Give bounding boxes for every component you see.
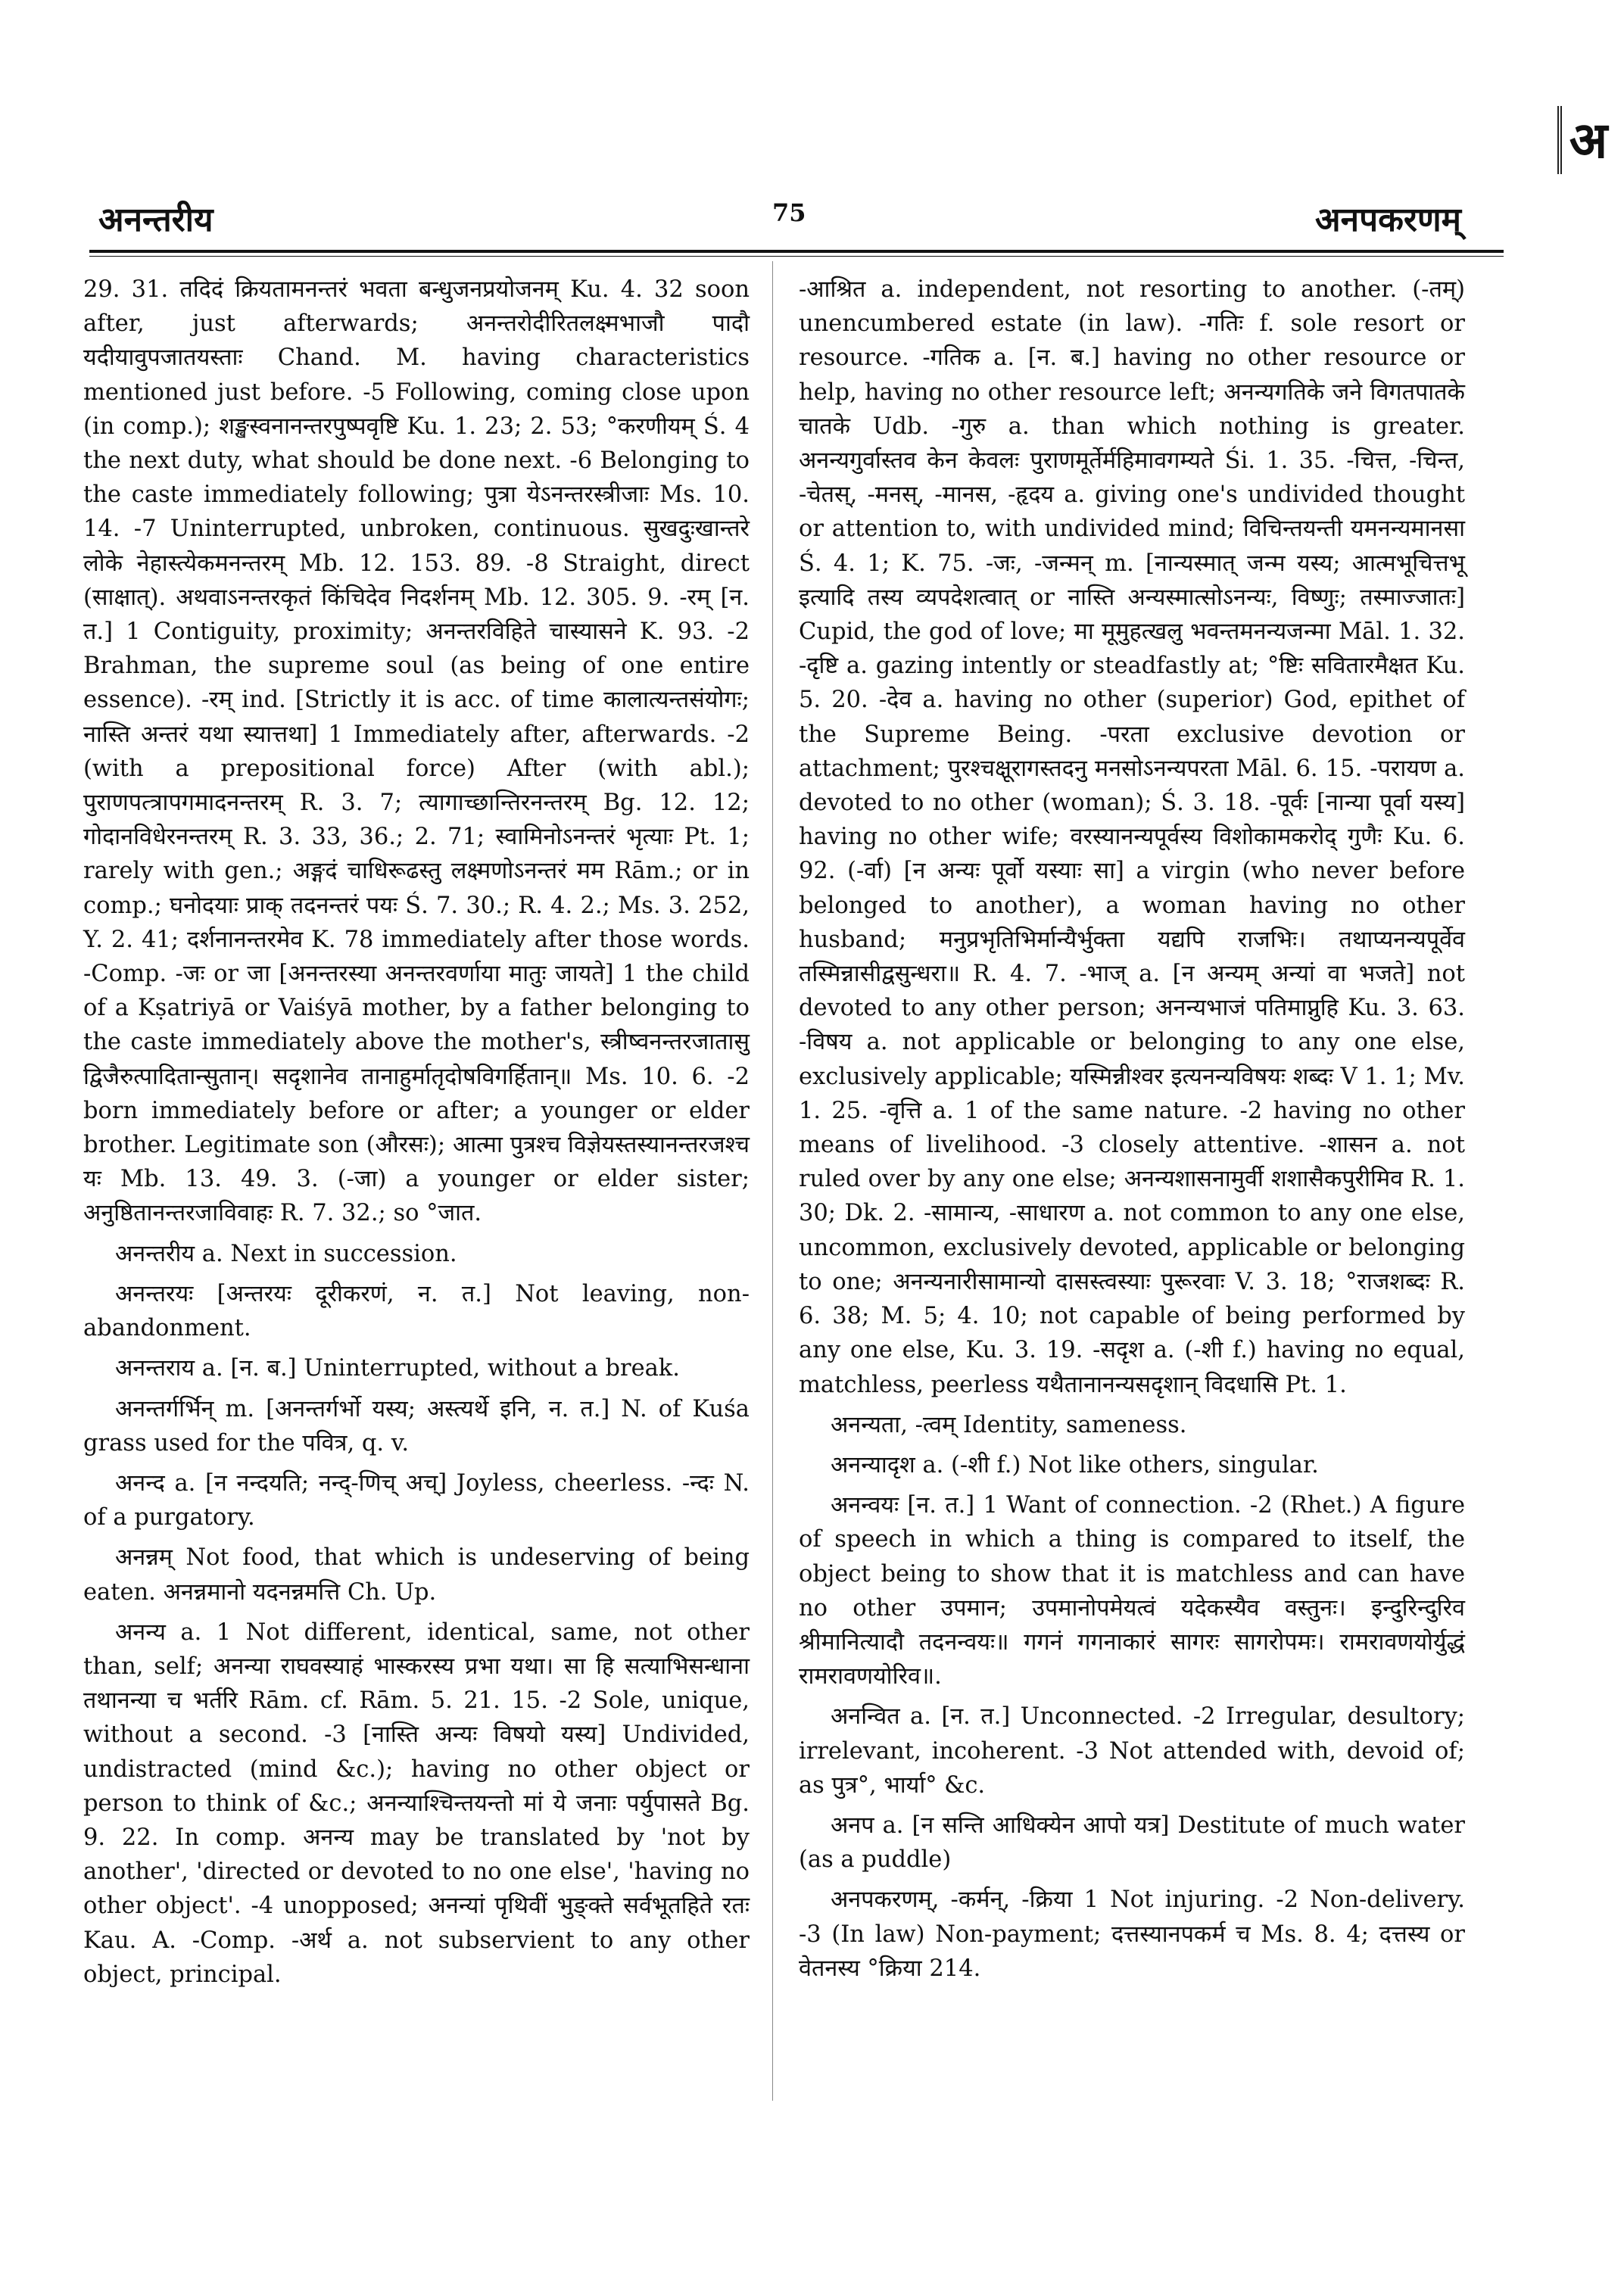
right-column xyxy=(799,273,1465,1986)
entry: अनन्नम् Not food, that which is undeserving of being eaten. अनन्नमानो यदनन्नमत्ति Ch. Up. xyxy=(83,1544,750,1606)
entry: अनन्तरयः [अन्तरयः दूरीकरणं, न. त.] Not leaving, non-abandonment. xyxy=(83,1280,750,1342)
entry: अनन्तरीय a. Next in succession. xyxy=(115,1240,457,1267)
left-column xyxy=(83,273,750,1992)
thumb-index-tab: अ xyxy=(1557,106,1615,174)
entry: अनपकरणम्, -कर्मन्, -क्रिया 1 Not injuring. -2 Non-delivery. -3 (In law) Non-payment; दत्तस्यानपकर्म च Ms. 8. 4; दत्तस्य or वेतनस्य °क्रिया 214. xyxy=(799,1886,1465,1982)
running-head-left: अनन्तरीय xyxy=(98,201,214,239)
entry-continuation: 29. 31. तदिदं क्रियतामनन्तरं भवता बन्धुजनप्रयोजनम् Ku. 4. 32 soon after, just afterwards; अनन्तरोदीरितलक्ष्मभाजौ पादौ यदीयावुपजातयस्ताः Chand. M. having characteristics mentioned just before. -5 Following, coming close upon (in comp.); शङ्खस्वनानन्तरपुष्पवृष्टि Ku. 1. 23; 2. 53; °करणीयम् Ś. 4 the next duty, what should be done next. -6 Belonging to the caste immediately following; पुत्रा येऽनन्तरस्त्रीजाः Ms. 10. 14. -7 Uninterrupted, unbroken, continuous. सुखदुःखान्तरे लोके नेहास्त्येकमनन्तरम् Mb. 12. 153. 89. -8 Straight, direct (साक्षात्). अथवाऽनन्तरकृतं किंचिदेव निदर्शनम् Mb. 12. 305. 9. -रम् [न. त.] 1 Contiguity, proximity; अनन्तरविहिते चास्यासने K. 93. -2 Brahman, the supreme soul (as being of one entire essence). -रम् ind. [Strictly it is acc. of time कालात्यन्तसंयोगः; नास्ति अन्तरं यथा स्यात्तथा] 1 Immediately after, afterwards. -2 (with a prepositional force) After (with abl.); पुराणपत्त्रापगमादनन्तरम् R. 3. 7; त्यागाच्छान्तिरनन्तरम् Bg. 12. 12; गोदानविधेरनन्तरम् R. 3. 33, 36.; 2. 71; स्वामिनोऽनन्तरं भृत्याः Pt. 1; rarely with gen.; अङ्गदं चाधिरूढस्तु लक्ष्मणोऽनन्तरं मम Rām.; or in comp.; घनोदयाः प्राक् तदनन्तरं पयः Ś. 7. 30.; R. 4. 2.; Ms. 3. 252, Y. 2. 41; दर्शनानन्तरमेव K. 78 immediately after those words. -Comp. -जः or जा [अनन्तरस्या अनन्तरवर्णाया मातुः जायते] 1 the child of a Kṣatriyā or Vaiśyā mother, by a father belonging to the caste immediately above the mother's, स्त्रीष्वनन्तरजातासु द्विजैरुत्पादितान्सुतान्। सदृशानेव तानाहुर्मातृदोषविगर्हितान्॥ Ms. 10. 6. -2 born immediately before or after; a younger or elder brother. Legitimate son (औरसः); आत्मा पुत्रश्च विज्ञेयस्तस्यानन्तरजश्च यः Mb. 13. 49. 3. (-जा) a younger or elder sister; अनुष्ठितानन्तरजाविवाहः R. 7. 32.; so °जात. xyxy=(83,276,750,1227)
entry: अनन्यता, -त्वम् Identity, sameness. xyxy=(831,1411,1187,1438)
entry: अनन्वित a. [न. त.] Unconnected. -2 Irregular, desultory; irrelevant, incoherent. -3 Not attended with, devoid of; as पुत्र°, भार्या° &c. xyxy=(799,1703,1465,1799)
entry: अनन्यादृश a. (-शी f.) Not like others, singular. xyxy=(831,1451,1319,1478)
running-head-right: अनपकरणम् xyxy=(1315,201,1461,239)
entry: अनन्द a. [न नन्दयति; नन्द्-णिच् अच्] Joyless, cheerless. -न्दः N. of a purgatory. xyxy=(83,1469,750,1531)
column-divider xyxy=(772,261,773,2101)
entry: अनन्य a. 1 Not different, identical, same, not other than, self; अनन्या राघवस्याहं भास्करस्य प्रभा यथा। सा हि सत्याभिसन्धाना तथानन्या च भर्तरि Rām. cf. Rām. 5. 21. 15. -2 Sole, unique, without a second. -3 [नास्ति अन्यः विषयो यस्य] Undivided, undistracted (mind &c.); having no other object or person to think of &c.; अनन्याश्चिन्तयन्तो मां ये जनाः पर्युपासते Bg. 9. 22. In comp. अनन्य may be translated by 'not by another', 'directed or devoted to no one else', 'having no other object'. -4 unopposed; अनन्यां पृथिवीं भुङ्क्ते सर्वभूतहिते रतः Kau. A. -Comp. -अर्थ a. not subservient to any other object, principal. xyxy=(83,1618,750,1988)
entry: अनन्वयः [न. त.] 1 Want of connection. -2 (Rhet.) A figure of speech in which a thing is compared to itself, the object being to show that it is matchless and can have no other उपमान; उपमानोपमेयत्वं यदेकस्यैव वस्तुनः। इन्दुरिन्दुरिव श्रीमानित्यादौ तदनन्वयः॥ गगनं गगनाकारं सागरः सागरोपमः। रामरावणयोर्युद्धं रामरावणयोरिव॥. xyxy=(799,1492,1465,1690)
entry: अनन्तर्गर्भिन् m. [अनन्तर्गर्भो यस्य; अस्त्यर्थे इनि, न. त.] N. of Kuśa grass used for the पवित्र, q. v. xyxy=(83,1395,750,1456)
header-rule-thin xyxy=(89,256,1504,257)
entry: अनप a. [न सन्ति आधिक्येन आपो यत्र] Destitute of much water (as a puddle) xyxy=(799,1812,1465,1874)
header-rule xyxy=(89,250,1504,253)
page-number: 75 xyxy=(772,198,806,227)
entry: अनन्तराय a. [न. ब.] Uninterrupted, without a break. xyxy=(115,1355,680,1382)
entry-continuation: -आश्रित a. independent, not resorting to another. (-तम्) unencumbered estate (in law). -गतिः f. sole resort or resource. -गतिक a. [न. ब.] having no other resource or help, having no other resource left; अनन्यगतिके जने विगतपातके चातके Udb. -गुरु a. than which nothing is greater. अनन्यगुर्वास्तव केन केवलः पुराणमूर्तेर्महिमावगम्यते Śi. 1. 35. -चित्त, -चिन्त, -चेतस्, -मनस्, -मानस, -हृदय a. giving one's undivided thought or attention to, with undivided mind; विचिन्तयन्ती यमनन्यमानसा Ś. 4. 1; K. 75. -जः, -जन्मन् m. [नान्यस्मात् जन्म यस्य; आत्मभूचित्तभू इत्यादि तस्य व्यपदेशत्वात् or नास्ति अन्यस्मात्सोऽनन्यः, विष्णुः; तस्माज्जातः] Cupid, the god of love; मा मूमुहत्खलु भवन्तमनन्यजन्मा Māl. 1. 32. -दृष्टि a. gazing intently or steadfastly at; °ष्टिः सवितारमैक्षत Ku. 5. 20. -देव a. having no other (superior) God, epithet of the Supreme Being. -परता exclusive devotion or attachment; पुरश्चक्षूरागस्तदनु मनसोऽनन्यपरता Māl. 6. 15. -परायण a. devoted to no other (woman); Ś. 3. 18. -पूर्वः [नान्या पूर्वा यस्य] having no other wife; वरस्यानन्यपूर्वस्य विशोकामकरोद् गुणैः Ku. 6. 92. (-र्वा) [न अन्यः पूर्वो यस्याः सा] a virgin (who never before belonged to another), a woman having no other husband; मनुप्रभृतिभिर्मान्यैर्भुक्ता यद्यपि राजभिः। तथाप्यनन्यपूर्वेव तस्मिन्नासीद्वसुन्धरा॥ R. 4. 7. -भाज् a. [न अन्यम् अन्यां वा भजते] not devoted to any other person; अनन्यभाजं पतिमाप्नुहि Ku. 3. 63. -विषय a. not applicable or belonging to any one else, exclusively applicable; यस्मिन्नीश्वर इत्यनन्यविषयः शब्दः V 1. 1; Mv. 1. 25. -वृत्ति a. 1 of the same nature. -2 having no other means of livelihood. -3 closely attentive. -शासन a. not ruled over by any one else; अनन्यशासनामुर्वी शशासैकपुरीमिव R. 1. 30; Dk. 2. -सामान्य, -साधारण a. not common to any one else, uncommon, exclusively devoted, applicable or belonging to one; अनन्यनारीसामान्यो दासस्त्वस्याः पुरूरवाः V. 3. 18; °राजशब्दः R. 6. 38; M. 5; 4. 10; not capable of being performed by any one else, Ku. 3. 19. -सदृश a. (-शी f.) having no equal, matchless, peerless यथैतानानन्यसदृशान् विदधासि Pt. 1. xyxy=(799,276,1466,1398)
